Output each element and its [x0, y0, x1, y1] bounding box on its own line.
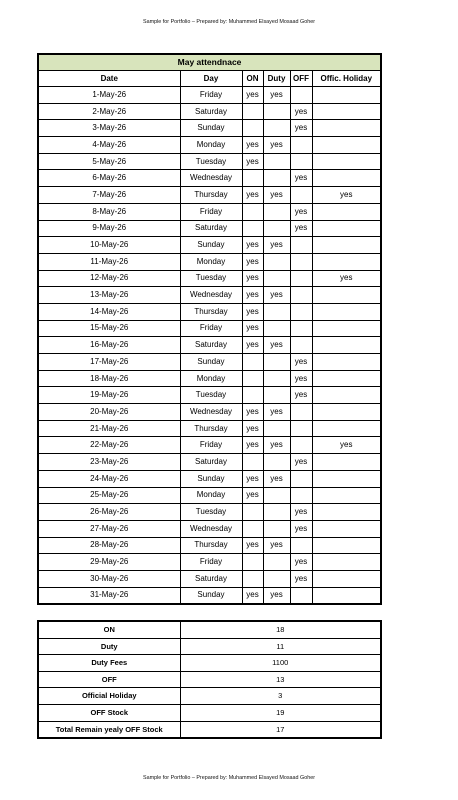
- table-row: [38, 120, 381, 137]
- day-cell: Friday: [180, 437, 242, 454]
- table-row: [38, 587, 381, 604]
- official-holiday-cell: [312, 387, 381, 404]
- table-row: [38, 554, 381, 571]
- on-cell: yes: [242, 337, 263, 354]
- off-cell: [290, 87, 312, 104]
- off-cell: yes: [290, 387, 312, 404]
- on-cell: [242, 554, 263, 571]
- on-cell: [242, 203, 263, 220]
- duty-cell: [263, 120, 290, 137]
- day-cell: Tuesday: [180, 270, 242, 287]
- summary-label: Duty: [38, 638, 180, 655]
- on-cell: yes: [242, 470, 263, 487]
- day-cell: Saturday: [180, 103, 242, 120]
- official-holiday-cell: [312, 587, 381, 604]
- off-cell: [290, 303, 312, 320]
- footer-note: Sample for Portfolio – Prepared by: Muhammed Elsayed Mosaad Goher: [143, 775, 315, 781]
- date-cell: 28-May-26: [38, 537, 180, 554]
- date-cell: 12-May-26: [38, 270, 180, 287]
- summary-label: Duty Fees: [38, 655, 180, 672]
- date-cell: 18-May-26: [38, 370, 180, 387]
- table-row: [38, 470, 381, 487]
- summary-value: 19: [180, 704, 381, 721]
- summary-row: [38, 621, 381, 638]
- day-cell: Sunday: [180, 587, 242, 604]
- day-cell: Thursday: [180, 420, 242, 437]
- table-row: [38, 87, 381, 104]
- off-cell: yes: [290, 120, 312, 137]
- day-cell: Sunday: [180, 354, 242, 371]
- date-cell: 10-May-26: [38, 237, 180, 254]
- column-header-day: Day: [180, 71, 242, 87]
- off-cell: [290, 404, 312, 421]
- official-holiday-cell: [312, 137, 381, 154]
- day-cell: Thursday: [180, 303, 242, 320]
- date-cell: 2-May-26: [38, 103, 180, 120]
- on-cell: yes: [242, 537, 263, 554]
- duty-cell: yes: [263, 587, 290, 604]
- off-cell: [290, 237, 312, 254]
- off-cell: yes: [290, 570, 312, 587]
- column-header-on: ON: [242, 71, 263, 87]
- date-cell: 15-May-26: [38, 320, 180, 337]
- on-cell: [242, 504, 263, 521]
- summary-value: 3: [180, 688, 381, 705]
- official-holiday-cell: [312, 220, 381, 237]
- off-cell: yes: [290, 454, 312, 471]
- duty-cell: [263, 454, 290, 471]
- day-cell: Sunday: [180, 237, 242, 254]
- duty-cell: [263, 153, 290, 170]
- day-cell: Tuesday: [180, 387, 242, 404]
- off-cell: yes: [290, 170, 312, 187]
- date-cell: 27-May-26: [38, 520, 180, 537]
- off-cell: [290, 587, 312, 604]
- date-cell: 13-May-26: [38, 287, 180, 304]
- off-cell: [290, 270, 312, 287]
- day-cell: Monday: [180, 253, 242, 270]
- date-cell: 31-May-26: [38, 587, 180, 604]
- date-cell: 3-May-26: [38, 120, 180, 137]
- day-cell: Wednesday: [180, 287, 242, 304]
- duty-cell: yes: [263, 187, 290, 204]
- duty-cell: [263, 103, 290, 120]
- summary-value: 18: [180, 621, 381, 638]
- off-cell: yes: [290, 220, 312, 237]
- on-cell: yes: [242, 420, 263, 437]
- on-cell: yes: [242, 320, 263, 337]
- off-cell: [290, 420, 312, 437]
- summary-row: [38, 655, 381, 672]
- summary-value: 13: [180, 671, 381, 688]
- on-cell: yes: [242, 153, 263, 170]
- table-row: [38, 103, 381, 120]
- day-cell: Thursday: [180, 187, 242, 204]
- duty-cell: [263, 504, 290, 521]
- attendance-title: May attendnace: [38, 54, 381, 71]
- duty-cell: yes: [263, 337, 290, 354]
- on-cell: [242, 454, 263, 471]
- column-header-duty: Duty: [263, 71, 290, 87]
- official-holiday-cell: [312, 520, 381, 537]
- duty-cell: [263, 370, 290, 387]
- official-holiday-cell: [312, 103, 381, 120]
- duty-cell: [263, 520, 290, 537]
- day-cell: Saturday: [180, 570, 242, 587]
- day-cell: Monday: [180, 370, 242, 387]
- table-row: [38, 237, 381, 254]
- on-cell: [242, 354, 263, 371]
- off-cell: [290, 337, 312, 354]
- table-row: [38, 203, 381, 220]
- table-row: [38, 370, 381, 387]
- summary-label: Official Holiday: [38, 688, 180, 705]
- off-cell: yes: [290, 103, 312, 120]
- duty-cell: yes: [263, 404, 290, 421]
- date-cell: 17-May-26: [38, 354, 180, 371]
- official-holiday-cell: [312, 120, 381, 137]
- off-cell: yes: [290, 520, 312, 537]
- on-cell: yes: [242, 137, 263, 154]
- on-cell: yes: [242, 287, 263, 304]
- official-holiday-cell: [312, 554, 381, 571]
- on-cell: yes: [242, 270, 263, 287]
- duty-cell: [263, 253, 290, 270]
- date-cell: 8-May-26: [38, 203, 180, 220]
- off-cell: [290, 470, 312, 487]
- on-cell: [242, 520, 263, 537]
- date-cell: 11-May-26: [38, 253, 180, 270]
- day-cell: Wednesday: [180, 170, 242, 187]
- date-cell: 30-May-26: [38, 570, 180, 587]
- table-row: [38, 187, 381, 204]
- date-cell: 6-May-26: [38, 170, 180, 187]
- official-holiday-cell: [312, 237, 381, 254]
- date-cell: 9-May-26: [38, 220, 180, 237]
- on-cell: [242, 370, 263, 387]
- duty-cell: yes: [263, 287, 290, 304]
- off-cell: yes: [290, 203, 312, 220]
- official-holiday-cell: [312, 570, 381, 587]
- on-cell: yes: [242, 253, 263, 270]
- duty-cell: yes: [263, 237, 290, 254]
- day-cell: Saturday: [180, 337, 242, 354]
- day-cell: Sunday: [180, 120, 242, 137]
- off-cell: yes: [290, 370, 312, 387]
- summary-row: [38, 688, 381, 705]
- official-holiday-cell: [312, 87, 381, 104]
- day-cell: Wednesday: [180, 404, 242, 421]
- table-row: [38, 570, 381, 587]
- date-cell: 23-May-26: [38, 454, 180, 471]
- day-cell: Friday: [180, 320, 242, 337]
- off-cell: [290, 153, 312, 170]
- off-cell: yes: [290, 504, 312, 521]
- on-cell: yes: [242, 237, 263, 254]
- summary-table: [37, 620, 382, 739]
- official-holiday-cell: [312, 370, 381, 387]
- table-row: [38, 454, 381, 471]
- table-row: [38, 253, 381, 270]
- off-cell: [290, 253, 312, 270]
- off-cell: [290, 437, 312, 454]
- on-cell: [242, 387, 263, 404]
- attendance-header-row: [38, 71, 381, 87]
- date-cell: 14-May-26: [38, 303, 180, 320]
- date-cell: 5-May-26: [38, 153, 180, 170]
- day-cell: Wednesday: [180, 520, 242, 537]
- date-cell: 1-May-26: [38, 87, 180, 104]
- official-holiday-cell: yes: [312, 270, 381, 287]
- date-cell: 7-May-26: [38, 187, 180, 204]
- summary-row: [38, 704, 381, 721]
- on-cell: [242, 103, 263, 120]
- official-holiday-cell: yes: [312, 187, 381, 204]
- duty-cell: [263, 570, 290, 587]
- table-row: [38, 537, 381, 554]
- header-note: Sample for Portfolio – Prepared by: Muhammed Elsayed Mosaad Goher: [143, 19, 315, 25]
- date-cell: 26-May-26: [38, 504, 180, 521]
- day-cell: Friday: [180, 554, 242, 571]
- date-cell: 24-May-26: [38, 470, 180, 487]
- day-cell: Saturday: [180, 454, 242, 471]
- duty-cell: [263, 420, 290, 437]
- table-row: [38, 137, 381, 154]
- summary-label: OFF Stock: [38, 704, 180, 721]
- official-holiday-cell: [312, 487, 381, 504]
- table-row: [38, 220, 381, 237]
- official-holiday-cell: [312, 470, 381, 487]
- table-row: [38, 487, 381, 504]
- table-row: [38, 153, 381, 170]
- off-cell: yes: [290, 554, 312, 571]
- on-cell: [242, 120, 263, 137]
- official-holiday-cell: [312, 420, 381, 437]
- summary-row: [38, 671, 381, 688]
- table-row: [38, 504, 381, 521]
- duty-cell: yes: [263, 470, 290, 487]
- official-holiday-cell: [312, 203, 381, 220]
- column-header-off: OFF: [290, 71, 312, 87]
- day-cell: Saturday: [180, 220, 242, 237]
- official-holiday-cell: [312, 454, 381, 471]
- official-holiday-cell: [312, 253, 381, 270]
- off-cell: [290, 287, 312, 304]
- day-cell: Monday: [180, 487, 242, 504]
- official-holiday-cell: [312, 320, 381, 337]
- summary-label: ON: [38, 621, 180, 638]
- duty-cell: [263, 303, 290, 320]
- official-holiday-cell: [312, 303, 381, 320]
- table-row: [38, 520, 381, 537]
- day-cell: Tuesday: [180, 504, 242, 521]
- table-row: [38, 287, 381, 304]
- official-holiday-cell: [312, 504, 381, 521]
- official-holiday-cell: [312, 170, 381, 187]
- date-cell: 22-May-26: [38, 437, 180, 454]
- on-cell: yes: [242, 587, 263, 604]
- table-row: [38, 320, 381, 337]
- on-cell: yes: [242, 87, 263, 104]
- official-holiday-cell: [312, 404, 381, 421]
- date-cell: 29-May-26: [38, 554, 180, 571]
- on-cell: yes: [242, 404, 263, 421]
- official-holiday-cell: [312, 153, 381, 170]
- duty-cell: [263, 487, 290, 504]
- duty-cell: [263, 270, 290, 287]
- date-cell: 21-May-26: [38, 420, 180, 437]
- duty-cell: [263, 354, 290, 371]
- table-row: [38, 303, 381, 320]
- official-holiday-cell: [312, 354, 381, 371]
- duty-cell: [263, 320, 290, 337]
- summary-row: [38, 721, 381, 738]
- summary-label: OFF: [38, 671, 180, 688]
- day-cell: Sunday: [180, 470, 242, 487]
- duty-cell: yes: [263, 87, 290, 104]
- table-row: [38, 170, 381, 187]
- attendance-title-row: [38, 54, 381, 71]
- duty-cell: yes: [263, 437, 290, 454]
- on-cell: [242, 570, 263, 587]
- table-row: [38, 354, 381, 371]
- off-cell: [290, 137, 312, 154]
- duty-cell: yes: [263, 137, 290, 154]
- duty-cell: [263, 554, 290, 571]
- table-row: [38, 270, 381, 287]
- day-cell: Thursday: [180, 537, 242, 554]
- day-cell: Friday: [180, 203, 242, 220]
- attendance-table: [37, 53, 382, 605]
- summary-label: Total Remain yealy OFF Stock: [38, 721, 180, 738]
- date-cell: 16-May-26: [38, 337, 180, 354]
- day-cell: Tuesday: [180, 153, 242, 170]
- summary-row: [38, 638, 381, 655]
- on-cell: [242, 220, 263, 237]
- official-holiday-cell: [312, 537, 381, 554]
- duty-cell: [263, 220, 290, 237]
- table-row: [38, 420, 381, 437]
- column-header-official-holiday: Offic. Holiday: [312, 71, 381, 87]
- table-row: [38, 337, 381, 354]
- on-cell: yes: [242, 437, 263, 454]
- on-cell: yes: [242, 487, 263, 504]
- column-header-date: Date: [38, 71, 180, 87]
- table-row: [38, 404, 381, 421]
- date-cell: 19-May-26: [38, 387, 180, 404]
- official-holiday-cell: [312, 337, 381, 354]
- summary-value: 11: [180, 638, 381, 655]
- on-cell: yes: [242, 187, 263, 204]
- duty-cell: [263, 170, 290, 187]
- off-cell: [290, 320, 312, 337]
- table-row: [38, 387, 381, 404]
- off-cell: [290, 187, 312, 204]
- duty-cell: [263, 203, 290, 220]
- date-cell: 4-May-26: [38, 137, 180, 154]
- duty-cell: yes: [263, 537, 290, 554]
- day-cell: Monday: [180, 137, 242, 154]
- table-row: [38, 437, 381, 454]
- summary-value: 17: [180, 721, 381, 738]
- date-cell: 20-May-26: [38, 404, 180, 421]
- on-cell: [242, 170, 263, 187]
- summary-value: 1100: [180, 655, 381, 672]
- on-cell: yes: [242, 303, 263, 320]
- off-cell: [290, 537, 312, 554]
- duty-cell: [263, 387, 290, 404]
- day-cell: Friday: [180, 87, 242, 104]
- off-cell: [290, 487, 312, 504]
- official-holiday-cell: yes: [312, 437, 381, 454]
- official-holiday-cell: [312, 287, 381, 304]
- date-cell: 25-May-26: [38, 487, 180, 504]
- off-cell: yes: [290, 354, 312, 371]
